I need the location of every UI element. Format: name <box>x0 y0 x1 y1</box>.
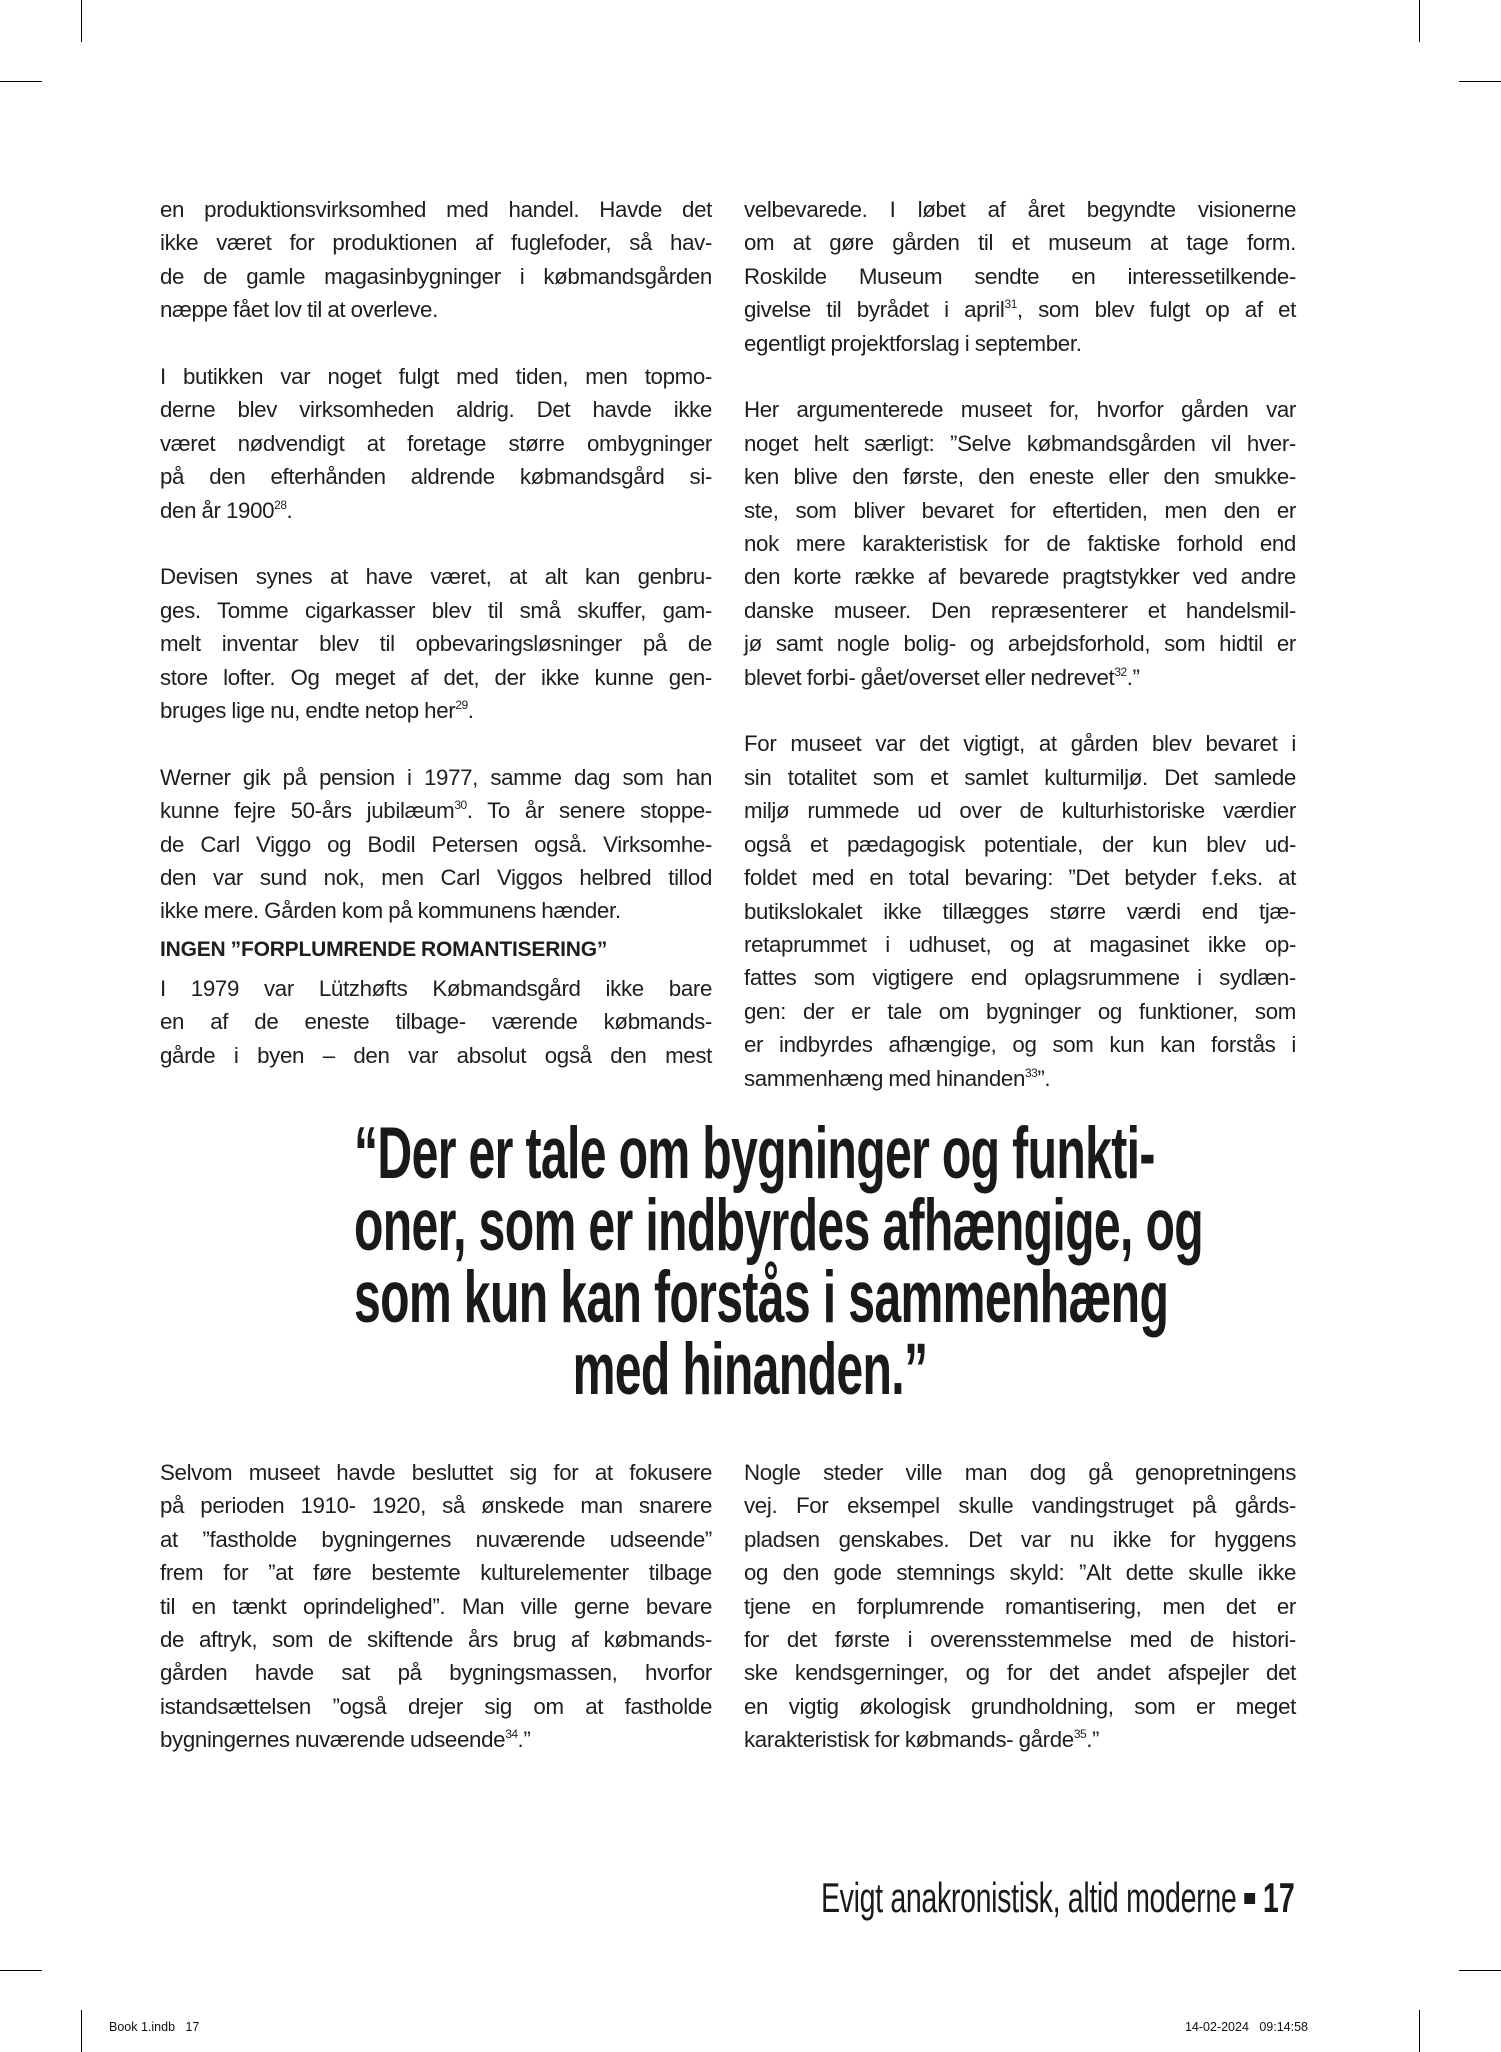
right-column-top <box>744 193 1296 1095</box>
text-line: jø samt nogle bolig- og arbejdsforhold, som hidtil er <box>744 631 1296 657</box>
footnote-ref: 31 <box>1004 297 1017 312</box>
text-line: noget helt særligt: ”Selve købmandsgården vil hver- <box>744 430 1296 456</box>
text-line <box>160 494 712 527</box>
text-line: at ”fastholde bygningernes nuværende udseende” <box>160 1526 712 1552</box>
text-line: I butikken var noget fulgt med tiden, men topmo- <box>160 364 712 390</box>
text-line: til en tænkt oprindelighed”. Man ville gerne bevare <box>160 1593 712 1619</box>
crop-mark-top-left-horizontal <box>0 81 42 82</box>
text-line: gården havde sat på bygningsmassen, hvorfor <box>160 1660 712 1686</box>
text-line: nok mere karakteristisk for de faktiske forhold end <box>744 531 1296 557</box>
text-line: egentligt projektforslag i september. <box>744 330 1082 356</box>
text-fragment: bygningernes nuværende udseende <box>160 1727 506 1753</box>
square-bullet-icon <box>1245 1893 1256 1904</box>
paragraph <box>160 193 712 327</box>
text-fragment: karakteristisk for købmands- gårde <box>744 1727 1074 1753</box>
text-fragment: ”. <box>1037 1065 1051 1091</box>
text-fragment: . <box>467 698 474 724</box>
text-line <box>160 694 712 727</box>
text-line: ges. Tomme cigarkasser blev til små skuffer, gam- <box>160 597 712 623</box>
text-fragment: bruges lige nu, endte netop her <box>160 698 456 724</box>
pull-quote-line: “Der er tale om bygninger og funkti- <box>353 1113 1155 1194</box>
paragraph <box>744 1456 1296 1757</box>
text-fragment: kunne fejre 50-års jubilæum <box>160 798 455 824</box>
text-line: foldet med en total bevaring: ”Det betyder f.eks. at <box>744 865 1296 891</box>
text-line: på perioden 1910- 1920, så ønskede man snarere <box>160 1493 712 1519</box>
text-line: Roskilde Museum sendte en interessetilkende- <box>744 263 1296 289</box>
footnote-ref: 29 <box>455 698 468 713</box>
pull-quote <box>150 1113 1350 1410</box>
text-line: Nogle steder ville man dog gå genopretningens <box>744 1460 1296 1485</box>
running-footer <box>598 1870 1295 1926</box>
text-line: de de gamle magasinbygninger i købmandsgården <box>160 263 712 289</box>
text-line: store lofter. Og meget af det, der ikke kunne gen- <box>160 664 712 690</box>
page-number: 17 <box>1263 1874 1295 1921</box>
paragraph <box>160 360 712 527</box>
crop-mark-bottom-right-horizontal <box>1459 1970 1501 1971</box>
text-line: været nødvendigt at foretage større ombygninger <box>160 430 712 456</box>
text-line: frem for ”at føre bestemte kulturelementer tilbage <box>160 1560 712 1586</box>
paragraph <box>160 761 712 928</box>
paragraph <box>160 972 712 1072</box>
text-line: den korte række af bevarede pragtstykker ved andre <box>744 564 1296 590</box>
text-line: de Carl Viggo og Bodil Petersen også. Virksomhe- <box>160 831 712 857</box>
text-line: og den gode stemnings skyld: ”Alt dette skulle ikke <box>744 1560 1296 1586</box>
text-line <box>744 1723 1296 1756</box>
footnote-ref: 34 <box>505 1727 518 1742</box>
footnote-ref: 28 <box>274 497 287 512</box>
text-line: fattes som vigtigere end oplagsrummene i sydlæn- <box>744 965 1296 991</box>
text-line: gen: der er tale om bygninger og funktioner, som <box>744 998 1296 1024</box>
paragraph <box>160 1456 712 1757</box>
text-line: den var sund nok, men Carl Viggos helbred tillod <box>160 865 712 891</box>
text-line: Selvom museet havde besluttet sig for at fokusere <box>160 1460 712 1485</box>
text-line: Her argumenterede museet for, hvorfor gården var <box>744 397 1296 423</box>
text-line: melt inventar blev til opbevaringsløsninger på de <box>160 631 712 657</box>
text-line: for det første i overensstemmelse med de histori- <box>744 1627 1296 1653</box>
crop-mark-bottom-left-vertical <box>81 2010 82 2052</box>
text-line: derne blev virksomheden aldrig. Det havde ikke <box>160 397 712 423</box>
text-line: om at gøre gården til et museum at tage form. <box>744 230 1296 256</box>
text-fragment: .” <box>1086 1727 1100 1753</box>
text-line <box>744 661 1296 694</box>
pull-quote-line: med hinanden.” <box>572 1329 928 1410</box>
text-line: pladsen genskabes. Det var nu ikke for hyggens <box>744 1526 1296 1552</box>
left-column-top <box>160 193 712 1072</box>
text-line <box>160 794 712 827</box>
footnote-ref: 33 <box>1025 1065 1038 1080</box>
text-line <box>744 1062 1296 1095</box>
left-column-bottom <box>160 1456 712 1757</box>
text-line: Werner gik på pension i 1977, samme dag som han <box>160 764 712 790</box>
text-line: de aftryk, som de skiftende års brug af købmands- <box>160 1627 712 1653</box>
text-line: en produktionsvirksomhed med handel. Havde det <box>160 197 712 222</box>
text-line: tjene en forplumrende romantisering, men det er <box>744 1593 1296 1619</box>
text-line: I 1979 var Lützhøfts Købmandsgård ikke bare <box>160 975 712 1001</box>
text-line: For museet var det vigtigt, at gården blev bevaret i <box>744 731 1296 757</box>
footnote-ref: 35 <box>1073 1727 1087 1742</box>
crop-mark-bottom-right-vertical <box>1419 2010 1420 2052</box>
text-line: retaprummet i udhuset, og at magasinet ikke op- <box>744 931 1296 957</box>
text-line: en vigtig økologisk grundholdning, som er meget <box>744 1693 1296 1719</box>
crop-mark-top-right-vertical <box>1419 0 1420 42</box>
print-slug-timestamp: 14-02-2024 09:14:58 <box>1184 2020 1308 2034</box>
text-line: velbevarede. I løbet af året begyndte visionerne <box>744 197 1296 222</box>
right-column-bottom <box>744 1456 1296 1757</box>
paragraph <box>744 727 1296 1094</box>
footnote-ref: 32 <box>1114 664 1127 679</box>
running-footer-title: Evigt anakronistisk, altid moderne <box>821 1874 1237 1921</box>
text-line <box>160 1723 712 1756</box>
text-line: ste, som bliver bevaret for eftertiden, men den er <box>744 497 1296 523</box>
text-line: Devisen synes at have været, at alt kan genbru- <box>160 564 712 590</box>
text-line: næppe fået lov til at overleve. <box>160 297 438 323</box>
text-line <box>744 293 1296 326</box>
text-fragment: .” <box>517 1727 531 1753</box>
text-line: ikke været for produktionen af fuglefoder, så hav- <box>160 230 712 256</box>
text-line: er indbyrdes afhængige, og som kun kan forstås i <box>744 1032 1296 1058</box>
text-line: på den efterhånden aldrende købmandsgård si- <box>160 464 712 490</box>
text-line: gårde i byen – den var absolut også den mest <box>160 1042 712 1068</box>
text-line: butikslokalet ikke tillægges større værdi end tjæ- <box>744 898 1296 924</box>
text-line: sin totalitet som et samlet kulturmiljø. Det samlede <box>744 764 1296 790</box>
text-fragment: . To år senere stoppe- <box>466 798 713 824</box>
text-line: ikke mere. Gården kom på kommunens hænder. <box>160 898 621 924</box>
text-line: vej. For eksempel skulle vandingstruget på gårds- <box>744 1493 1296 1519</box>
text-line: istandsættelsen ”også drejer sig om at fastholde <box>160 1693 712 1719</box>
pull-quote-line: som kun kan forstås i sammenhæng <box>353 1257 1169 1338</box>
text-line: miljø rummede ud over de kulturhistoriske værdier <box>744 798 1296 824</box>
section-subheading: INGEN ”FORPLUMRENDE ROMANTISERING” <box>160 937 608 961</box>
crop-mark-top-left-vertical <box>81 0 82 42</box>
text-fragment: givelse til byrådet i april <box>744 297 1005 323</box>
paragraph <box>160 560 712 727</box>
crop-mark-top-right-horizontal <box>1459 81 1501 82</box>
paragraph <box>744 393 1296 694</box>
text-fragment: , som blev fulgt op af et <box>1016 297 1297 323</box>
crop-mark-bottom-left-horizontal <box>0 1970 42 1971</box>
text-line: en af de eneste tilbage- værende købmands- <box>160 1009 712 1035</box>
text-line: ken blive den første, den eneste eller den smukke- <box>744 464 1296 490</box>
pull-quote-line: oner, som er indbyrdes afhængige, og <box>353 1185 1203 1266</box>
text-fragment: . <box>286 497 293 523</box>
paragraph <box>744 193 1296 360</box>
text-line: danske museer. Den repræsenterer et handelsmil- <box>744 597 1296 623</box>
print-slug-file: Book 1.indb 17 <box>109 2020 200 2034</box>
text-fragment: .” <box>1126 664 1140 690</box>
text-line: også et pædagogisk potentiale, der kun blev ud- <box>744 831 1296 857</box>
footnote-ref: 30 <box>454 798 467 813</box>
text-fragment: den år 1900 <box>160 497 275 523</box>
text-line: ske kendsgerninger, og for det andet afspejler det <box>744 1660 1296 1686</box>
text-fragment: blevet forbi- gået/overset eller nedrevet <box>744 664 1115 690</box>
text-fragment: sammenhæng med hinanden <box>744 1065 1025 1091</box>
